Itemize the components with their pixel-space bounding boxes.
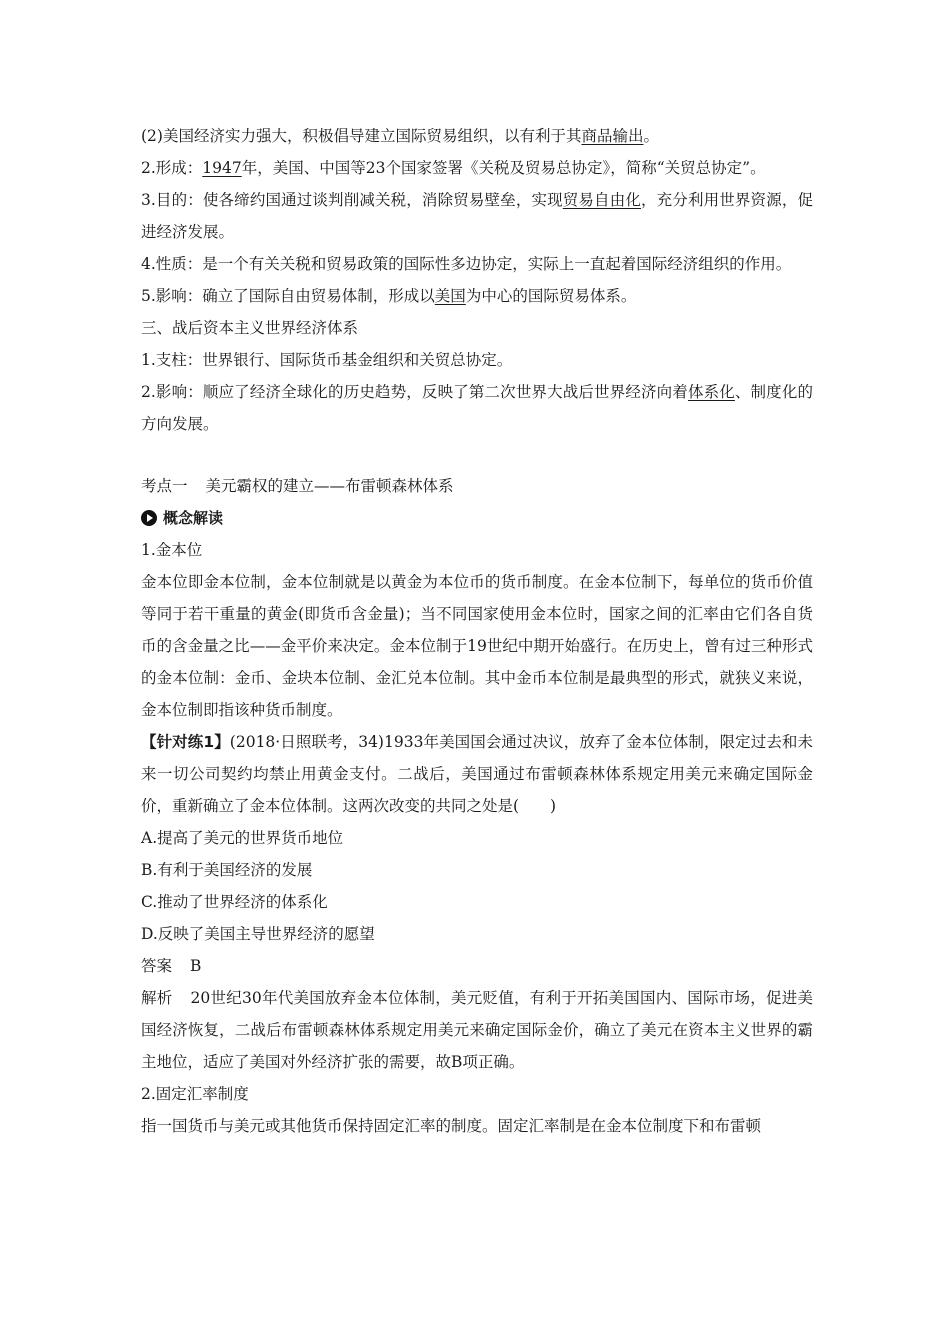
kaodian-title (141, 470, 813, 502)
paragraph: 2.形成：1947年，美国、中国等23个国家签署《关税及贸易总协定》，简称“关贸总协定”。 (141, 159, 766, 177)
paragraph: (2)美国经济实力强大，积极倡导建立国际贸易组织，以有利于其商品输出。 (141, 127, 659, 145)
section-heading: 三、战后资本主义世界经济体系 (141, 319, 359, 337)
analysis: 解析 20世纪30年代美国放弃金本位体制，美元贬值，有利于开拓美国国内、国际市场，促进美国经济恢复，二战后布雷顿森林体系规定用美元来确定国际金价，确立了美元在资本主义世界的霸主地位，适应了美国对外经济扩张的需要，故B项正确。 (141, 989, 813, 1071)
option: B.有利于美国经济的发展 (141, 861, 313, 879)
exercise-tag: 【针对练1】 (141, 733, 230, 751)
paragraph: 3.目的：使各缔约国通过谈判削减关税，消除贸易壁垒，实现贸易自由化，充分利用世界资源，促进经济发展。 (141, 191, 813, 241)
option: D.反映了美国主导世界经济的愿望 (141, 925, 375, 943)
paragraph: 5.影响：确立了国际自由贸易体制，形成以美国为中心的国际贸易体系。 (141, 287, 637, 305)
option: A.提高了美元的世界货币地位 (141, 829, 344, 847)
answer-line: 答案 B (141, 957, 202, 975)
concept-header (141, 502, 813, 534)
page-content (141, 120, 813, 1142)
play-icon (141, 510, 157, 526)
kaodian-label: 考点一 (141, 477, 188, 495)
paragraph: 金本位即金本位制，金本位制就是以黄金为本位币的货币制度。在金本位制下，每单位的货币价值等同于若干重量的黄金(即货币含金量)；当不同国家使用金本位时，国家之间的汇率由它们各自货币的含金量之比——金平价来决定。金本位制于19世纪中期开始盛行。在历史上，曾有过三种形式的金本位制：金币、金块本位制、金汇兑本位制。其中金币本位制是最典型的形式，就狭义来说，金本位制即指该种货币制度。 (141, 573, 813, 719)
kaodian-text: 美元霸权的建立——布雷顿森林体系 (205, 477, 454, 495)
subheading: 2.固定汇率制度 (141, 1085, 249, 1103)
subheading: 1.金本位 (141, 541, 203, 559)
paragraph: 1.支柱：世界银行、国际货币基金组织和关贸总协定。 (141, 351, 513, 369)
option: C.推动了世界经济的体系化 (141, 893, 328, 911)
paragraph: 指一国货币与美元或其他货币保持固定汇率的制度。固定汇率制是在金本位制度下和布雷顿 (141, 1117, 762, 1135)
concept-label: 概念解读 (163, 509, 224, 527)
paragraph: 2.影响：顺应了经济全球化的历史趋势，反映了第二次世界大战后世界经济向着体系化、制度化的方向发展。 (141, 383, 813, 433)
paragraph: 4.性质：是一个有关关税和贸易政策的国际性多边协定，实际上一直起着国际经济组织的作用。 (141, 255, 792, 273)
exercise-stem: 【针对练1】(2018·日照联考，34)1933年美国国会通过决议，放弃了金本位体制，限定过去和未来一切公司契约均禁止用黄金支付。二战后，美国通过布雷顿森林体系规定用美元来确定国际金价，重新确立了金本位体制。这两次改变的共同之处是( ) (141, 733, 814, 815)
